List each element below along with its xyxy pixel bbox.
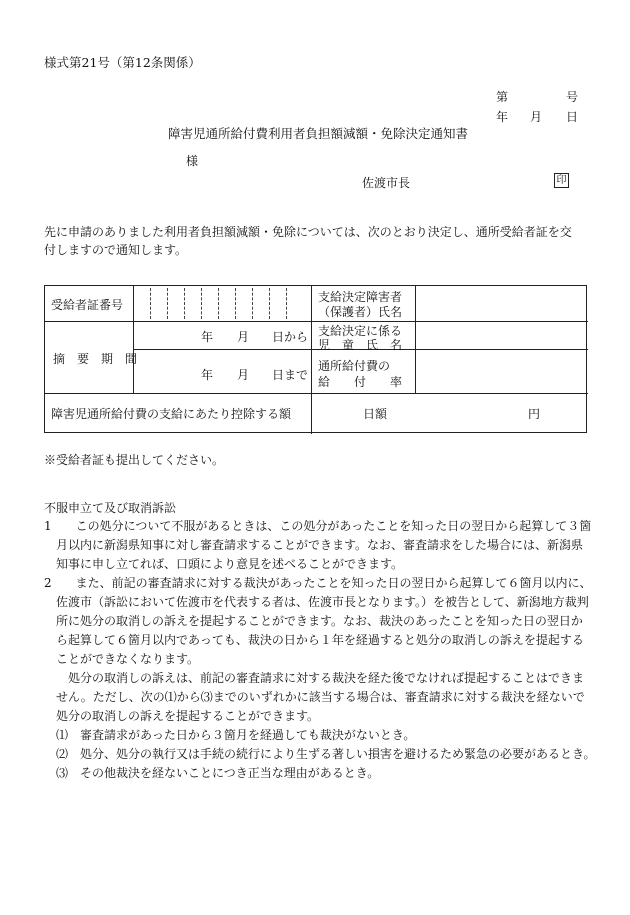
intro-line-1: 先に申請のありました利用者負担額減額・免除については、次のとおり決定し、通所受給者証を交	[44, 225, 572, 239]
appeal-heading: 不服申立て及び取消訴訟	[44, 501, 177, 515]
appeal-line: せん。ただし、次の⑴から⑶までのいずれかに該当する場合は、審査請求に対する裁決を経ないで	[44, 690, 585, 704]
child-name-label-1: 支給決定に係る	[318, 324, 403, 338]
appeal-line: 知事に申し立てれば、口頭により意見を述べることができます。	[44, 557, 404, 571]
guardian-name-label-1: 支給決定障害者	[318, 290, 403, 304]
decision-table	[44, 285, 587, 433]
period-to-year: 年	[201, 368, 214, 382]
benefit-rate-label-1: 通所給付費の	[318, 359, 391, 373]
appeal-line: 1 この処分について不服があるときは、この処分があったことを知った日の翌日から起算して３箇	[44, 519, 592, 533]
period-from-suffix: 日から	[272, 330, 309, 344]
benefit-rate-label-2: 給 付 率	[318, 375, 403, 389]
appeal-line: 佐渡市（訴訟において佐渡市を代表する者は、佐渡市長となります。）を被告として、新潟地方裁判	[44, 595, 589, 609]
deduction-amount-label: 障害児通所給付費の支給にあたり控除する額	[51, 407, 292, 421]
child-name-label-2: 児 童 氏 名	[318, 338, 403, 352]
appeal-line: 2 また、前記の審査請求に対する裁決があったことを知った日の翌日から起算して６箇月以内に、	[44, 576, 592, 590]
doc-number-prefix: 第	[496, 90, 509, 104]
yen-label: 円	[528, 407, 541, 421]
appeal-line: ことができなくなります。	[44, 652, 200, 666]
guardian-name-label-2: （保護者）氏名	[318, 305, 403, 319]
period-from-year: 年	[201, 330, 214, 344]
appeal-line: 月以内に新潟県知事に対し審査請求することができます。なお、審査請求をした場合には、新潟県	[44, 538, 584, 552]
appeal-line: 処分の取消しの訴えを提起することができます。	[44, 709, 320, 723]
daily-amount-label: 日額	[363, 407, 388, 421]
seal-stamp: 印	[554, 173, 569, 188]
date-year: 年	[496, 110, 509, 124]
intro-line-2: 付しますので通知します。	[44, 243, 188, 257]
period-to-suffix: 日まで	[272, 368, 309, 382]
appeal-line: ⑵ 処分、処分の執行又は手続の続行により生ずる著しい損害を避けるため緊急の必要があるとき。	[44, 747, 596, 761]
addressee-suffix: 様	[186, 154, 199, 168]
document-title: 障害児通所給付費利用者負担額減額・免除決定通知書	[168, 126, 469, 141]
date-day: 日	[566, 110, 579, 124]
period-to-month: 月	[237, 368, 250, 382]
appeal-line: 処分の取消しの訴えは、前記の審査請求に対する裁決を経た後でなければ提起することはできま	[44, 671, 585, 685]
form-number: 様式第21号（第12条関係）	[44, 55, 201, 70]
doc-number-suffix: 号	[566, 90, 579, 104]
recipient-number-label: 受給者証番号	[51, 298, 124, 312]
date-month: 月	[530, 110, 543, 124]
period-from-month: 月	[237, 330, 250, 344]
submission-note: ※受給者証も提出してください。	[44, 453, 225, 467]
appeal-line: ら起算して６箇月以内であっても、裁決の日から１年を経過すると処分の取消しの訴えを提起する	[44, 633, 584, 647]
appeal-line: 所に処分の取消しの訴えを提起することができます。なお、裁決のあったことを知った日の翌日か	[44, 614, 583, 628]
appeal-line: ⑶ その他裁決を経ないことにつき正当な理由があるとき。	[44, 766, 380, 780]
issuer-name: 佐渡市長	[362, 176, 411, 190]
period-label: 摘 要 期 間	[53, 352, 138, 366]
appeal-line: ⑴ 審査請求があった日から３箇月を経過しても裁決がないとき。	[44, 728, 416, 742]
